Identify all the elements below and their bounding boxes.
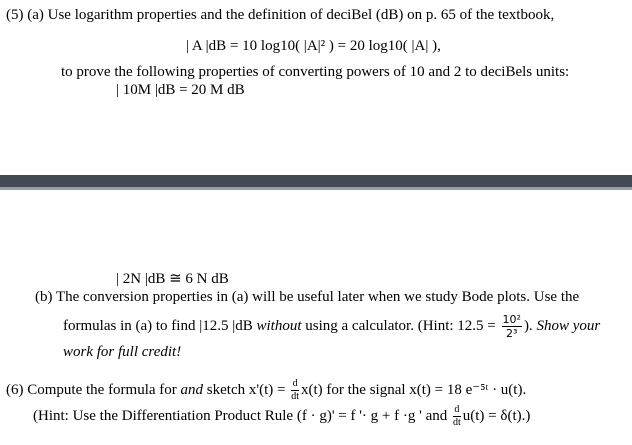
p5-line-1: (5) (a) Use logarithm properties and the definition of deciBel (dB) on p. 65 of the textbook,	[6, 7, 555, 23]
p6-text-and: and	[180, 382, 204, 398]
p5b-text-a: formulas in (a) to find |12.5 |dB	[63, 318, 253, 334]
hint-fraction	[502, 314, 522, 339]
p6-hint-a: (Hint: Use the Differentiation Product Rule (f · g)' = f '· g + f ·g ' and	[33, 408, 451, 424]
p6-text-a: (6) Compute the formula for	[6, 382, 181, 398]
p5b-text-show: Show your	[536, 318, 601, 334]
p5-line-3: to prove the following properties of converting powers of 10 and 2 to deciBels units:	[61, 64, 570, 80]
p5b-line-1: (b) The conversion properties in (a) will be useful later when we study Bode plots. Use the	[35, 289, 580, 305]
separator-bar-shadow	[0, 187, 632, 190]
p6-line-1	[6, 377, 526, 403]
p5-line-5: | 2N |dB ≅ 6 N dB	[116, 271, 229, 287]
p6-hint-b: u(t) = δ(t).)	[462, 408, 531, 424]
p5b-line-3: work for full credit!	[63, 344, 182, 360]
p5b-text-d: ).	[523, 318, 537, 334]
hint-fraction-den: 2³	[506, 327, 518, 341]
hint-fraction-num: 10²	[502, 313, 521, 327]
derivative-d: d	[292, 378, 298, 390]
hint-derivative-d: d	[454, 404, 460, 416]
hint-derivative-operator	[453, 405, 461, 428]
p6-hint-line	[33, 403, 530, 429]
p5-line-2: | A |dB = 10 log10( |A|² ) = 20 log10( |A| ),	[186, 38, 441, 54]
p5b-line-2	[63, 311, 600, 341]
p6-text-c: x(t) for the signal x(t) = 18 e⁻⁵ᵗ · u(t).	[300, 382, 527, 398]
p5b-text-without: without	[252, 318, 302, 334]
p6-text-b: sketch x'(t) =	[203, 382, 290, 398]
derivative-dt: dt	[291, 391, 299, 403]
p5-line-4: | 10M |dB = 20 M dB	[116, 82, 245, 98]
p5b-text-c: using a calculator. (Hint: 12.5 =	[301, 318, 496, 334]
derivative-operator	[291, 379, 299, 402]
hint-derivative-dt: dt	[452, 417, 461, 429]
separator-bar	[0, 175, 632, 187]
